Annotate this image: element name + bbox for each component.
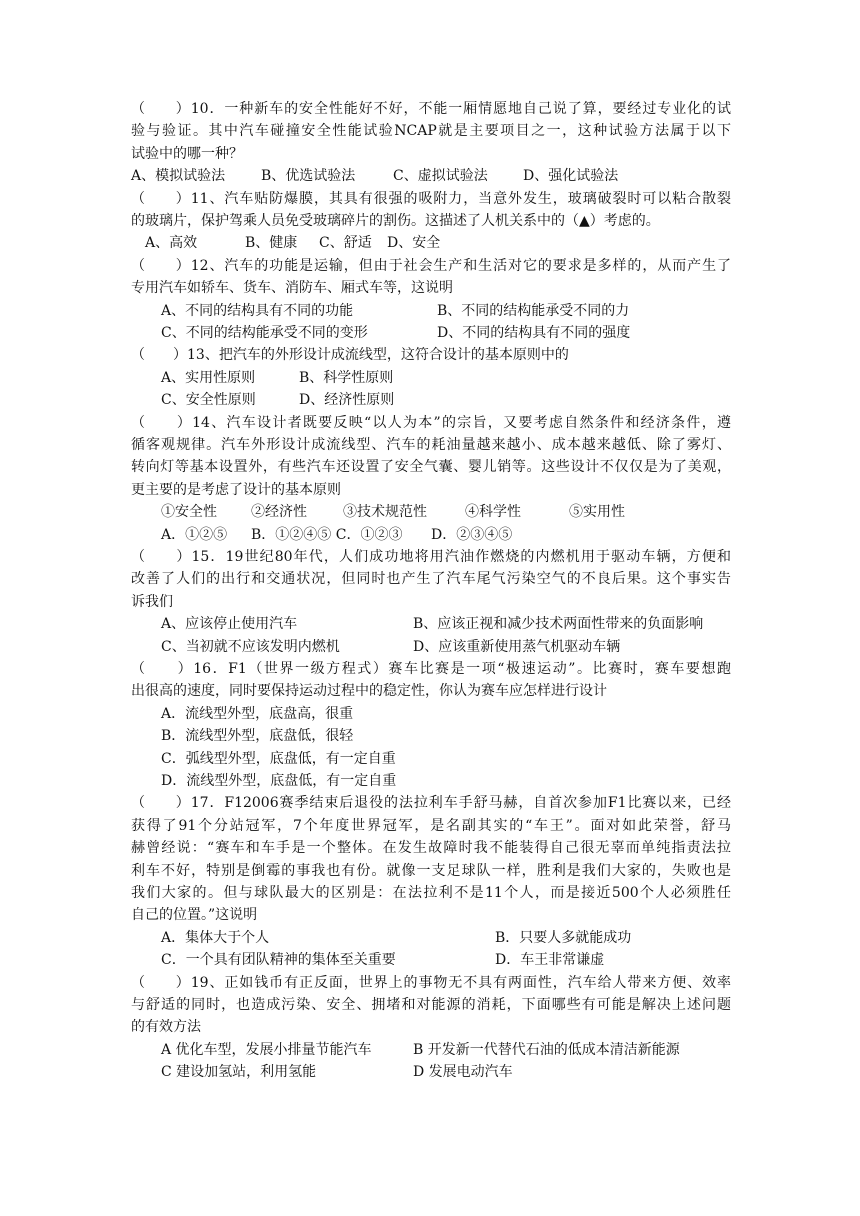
text-line: 试验中的哪一种？ — [131, 145, 243, 162]
option-text: C．一个具有团队精神的集体至关重要 — [161, 952, 396, 969]
text-line: 转向灯等基本设置外，有些汽车还设置了安全气囊、婴儿销等。这些设计不仅仅是为了美观， — [131, 459, 731, 476]
text-line: 我们大家的。但与球队最大的区别是：在法拉利不是11个人，而是接近500个人必须胜任 — [131, 885, 731, 901]
option-text: C、舒适 — [319, 235, 372, 252]
option-text: D、应该重新使用蒸气机驱动车辆 — [413, 638, 621, 655]
option-text: A、不同的结构具有不同的功能 — [161, 302, 354, 319]
text-line: （ ）10．一种新车的安全性能好不好，不能一厢情愿地自己说了算，要经过专业化的试 — [131, 101, 731, 117]
option-text: B．流线型外型，底盘低，很轻 — [161, 728, 354, 745]
option-text: C、虚拟试验法 — [393, 168, 488, 185]
option-text: C、不同的结构能承受不同的变形 — [161, 325, 368, 341]
option-text: A 优化车型，发展小排量节能汽车 — [161, 1041, 372, 1058]
option-text: ③技术规范性 — [343, 504, 427, 521]
option-text: ②经济性 — [251, 504, 307, 521]
option-text: B 开发新一代替代石油的低成本清洁新能源 — [413, 1041, 680, 1058]
option-text: A．①②⑤ — [161, 526, 228, 543]
option-text: C 建设加氢站，利用氢能 — [161, 1064, 317, 1081]
option-text: B．只要人多就能成功 — [495, 929, 632, 946]
text-line: 改善了人们的出行和交通状况，但同时也产生了汽车尾气污染空气的不良后果。这个事实告 — [131, 571, 731, 588]
text-line: （ ）11、汽车贴防爆膜，其具有很强的吸附力，当意外发生，玻璃破裂时可以粘合散裂 — [131, 190, 731, 207]
option-text: C、当初就不应该发明内燃机 — [161, 638, 340, 655]
option-text: D．②③④⑤ — [431, 526, 513, 543]
text-line: （ ）19、正如钱币有正反面，世界上的事物无不具有两面性，汽车给人带来方便、效率 — [131, 974, 731, 991]
option-text: D 发展电动汽车 — [413, 1064, 513, 1081]
option-text: C．弧线型外型，底盘低，有一定自重 — [161, 750, 396, 767]
option-text: ④科学性 — [465, 504, 521, 521]
option-text: ①安全性 — [161, 504, 217, 521]
text-line: （ ）15．19世纪80年代，人们成功地将用汽油作燃烧的内燃机用于驱动车辆，方便和 — [131, 549, 731, 565]
option-text: A、应该停止使用汽车 — [161, 616, 298, 633]
text-line: 的有效方法 — [131, 1019, 201, 1036]
option-text: A．集体大于个人 — [161, 929, 270, 946]
text-line: 验与验证。其中汽车碰撞安全性能试验NCAP就是主要项目之一，这种试验方法属于以下 — [131, 123, 731, 140]
option-text: D．车王非常谦虚 — [495, 952, 605, 969]
text-line: 出很高的速度，同时要保持运动过程中的稳定性，你认为赛车应怎样进行设计 — [131, 683, 607, 700]
option-text: B、应该正视和减少技术两面性带来的负面影响 — [413, 616, 704, 633]
text-line: 诉我们 — [131, 593, 173, 610]
text-line: 自己的位置。”这说明 — [131, 907, 258, 924]
option-text: A．流线型外型，底盘高，很重 — [161, 705, 354, 722]
text-line: （ ）13、把汽车的外形设计成流线型，这符合设计的基本原则中的 — [131, 347, 569, 364]
option-text: D、强化试验法 — [523, 168, 619, 185]
text-line: （ ）16．F1（世界一级方程式）赛车比赛是一项“极速运动”。比赛时，赛车要想跑 — [131, 661, 731, 677]
option-text: B．①②④⑤ C．①②③ — [251, 526, 403, 543]
text-line: （ ）17．F12006赛季结束后退役的法拉利车手舒马赫，自首次参加F1比赛以来，已经 — [131, 795, 731, 812]
option-text: B、科学性原则 — [299, 369, 394, 386]
text-line: 利车不好，特别是倒霉的事我也有份。就像一支足球队一样，胜利是我们大家的，失败也是 — [131, 862, 731, 879]
option-text: A、实用性原则 — [161, 369, 256, 386]
option-text: D、经济性原则 — [299, 392, 395, 409]
option-text: D、安全 — [387, 235, 441, 252]
option-text: C、安全性原则 — [161, 392, 256, 409]
option-text: ⑤实用性 — [569, 504, 625, 521]
text-line: 获得了91个分站冠军，7个年度世界冠军，是名副其实的“车王”。面对如此荣誉，舒马 — [131, 817, 731, 834]
option-text: A、高效 — [145, 235, 198, 252]
text-line: 与舒适的同时，也造成污染、安全、拥堵和对能源的消耗，下面哪些有可能是解决上述问题 — [131, 997, 731, 1013]
option-text: A、模拟试验法 — [131, 168, 226, 185]
option-text: B、健康 — [245, 235, 298, 252]
text-line: （ ）12、汽车的功能是运输，但由于社会生产和生活对它的要求是多样的，从而产生了 — [131, 257, 731, 274]
text-line: 更主要的是考虑了设计的基本原则 — [131, 481, 341, 498]
text-line: 的玻璃片，保护驾乘人员免受玻璃碎片的割伤。这描述了人机关系中的（▲）考虑的。 — [131, 213, 660, 229]
text-line: 赫曾经说：“赛车和车手是一个整体。在发生故障时我不能装得自己很无辜而单纯指责法拉 — [131, 840, 731, 857]
option-text: B、优选试验法 — [261, 168, 356, 185]
text-line: 循客观规律。汽车外形设计成流线型、汽车的耗油量越来越小、成本越来越低、除了雾灯、 — [131, 437, 731, 453]
option-text: D．流线型外型，底盘低，有一定自重 — [161, 773, 397, 789]
option-text: D、不同的结构具有不同的强度 — [437, 325, 631, 341]
text-line: 专用汽车如轿车、货车、消防车、厢式车等，这说明 — [131, 280, 453, 297]
text-line: （ ）14、汽车设计者既要反映“以人为本”的宗旨，又要考虑自然条件和经济条件，遵 — [131, 414, 731, 431]
option-text: B、不同的结构能承受不同的力 — [437, 302, 630, 319]
